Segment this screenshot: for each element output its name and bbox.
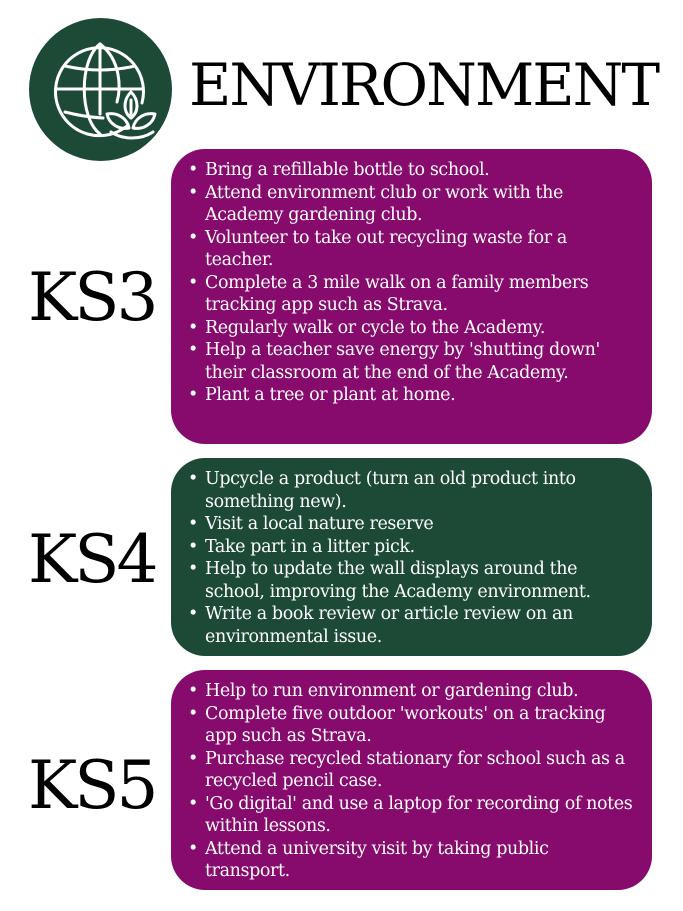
stage-label-ks3: KS3	[28, 259, 156, 336]
ks4-activities-panel	[171, 458, 652, 656]
list-item: • 'Go digital' and use a laptop for recording of notes within lessons.	[185, 793, 636, 838]
list-item: • Help to update the wall displays around the school, improving the Academy environment.	[185, 558, 636, 603]
ks4-activity-list	[185, 468, 636, 648]
list-item: • Visit a local nature reserve	[185, 513, 636, 536]
ks5-activities-panel	[171, 670, 652, 890]
list-item: • Complete a 3 mile walk on a family members tracking app such as Strava.	[185, 272, 636, 317]
page-title: ENVIRONMENT	[189, 51, 659, 119]
list-item: • Regularly walk or cycle to the Academy.	[185, 317, 636, 340]
list-item: • Attend environment club or work with the Academy gardening club.	[185, 182, 636, 227]
list-item: • Help a teacher save energy by 'shutting down' their classroom at the end of the Academy.	[185, 339, 636, 384]
list-item: • Attend a university visit by taking public transport.	[185, 838, 636, 883]
stage-label-ks4: KS4	[28, 521, 156, 598]
list-item: • Upcycle a product (turn an old product into something new).	[185, 468, 636, 513]
list-item: • Purchase recycled stationary for school such as a recycled pencil case.	[185, 748, 636, 793]
list-item: • Complete five outdoor 'workouts' on a tracking app such as Strava.	[185, 703, 636, 748]
list-item: • Help to run environment or gardening club.	[185, 680, 636, 703]
list-item: • Take part in a litter pick.	[185, 536, 636, 559]
ks3-activities-panel	[171, 149, 652, 444]
list-item: • Bring a refillable bottle to school.	[185, 159, 636, 182]
list-item: • Plant a tree or plant at home.	[185, 384, 636, 407]
ks3-activity-list	[185, 159, 636, 407]
globe-leaf-icon	[29, 18, 172, 161]
ks5-activity-list	[185, 680, 636, 883]
list-item: • Volunteer to take out recycling waste for a teacher.	[185, 227, 636, 272]
list-item: • Write a book review or article review on an environmental issue.	[185, 603, 636, 648]
stage-label-ks5: KS5	[28, 747, 156, 824]
